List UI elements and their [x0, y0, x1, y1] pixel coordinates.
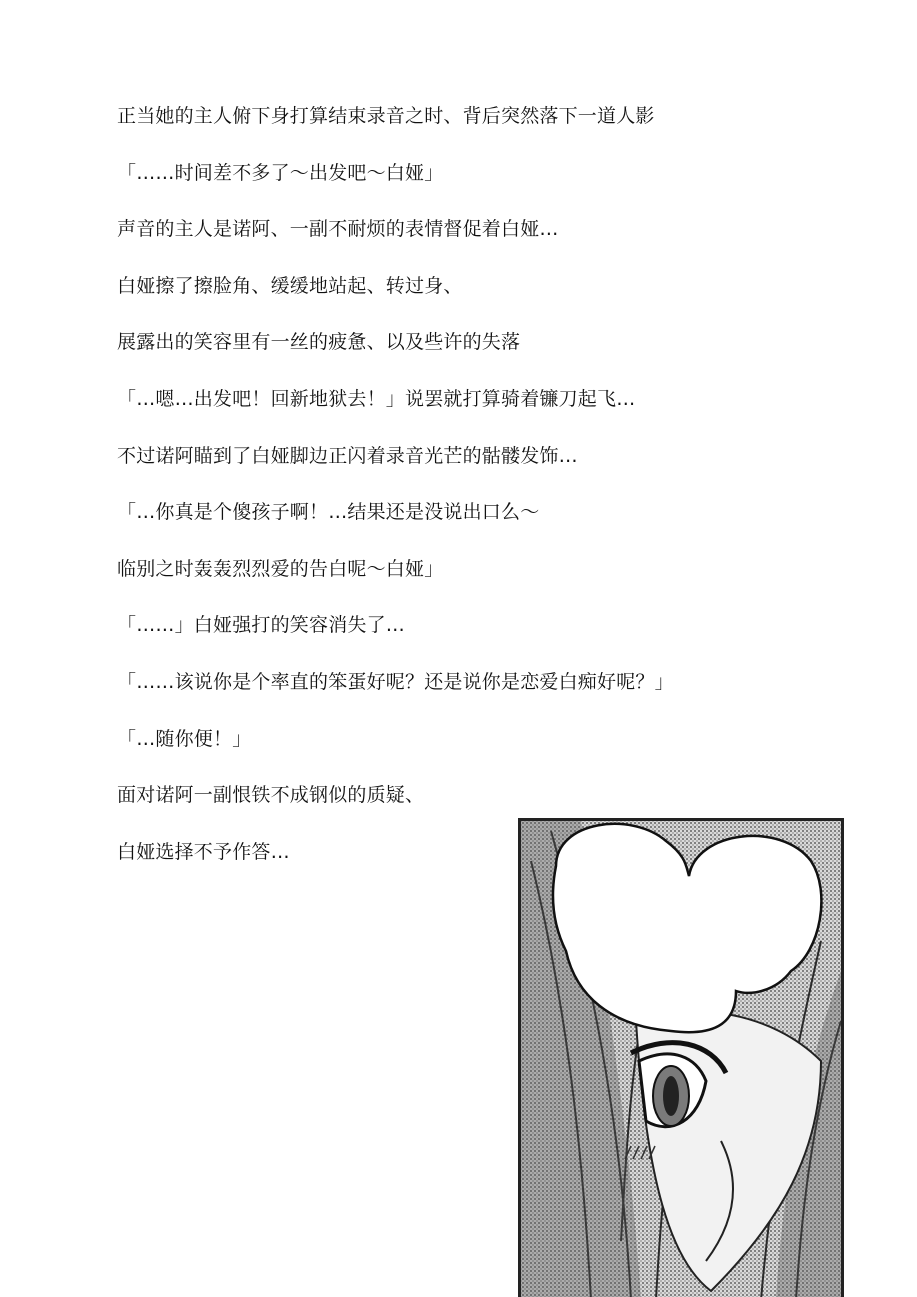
story-line: 「…嗯…出发吧！回新地狱去！」说罢就打算骑着镰刀起飞…: [117, 387, 636, 410]
manga-illustration: [521, 821, 841, 1297]
story-line: 白娅选择不予作答…: [117, 840, 290, 863]
manga-panel: [518, 818, 844, 1297]
story-line: 「…随你便！」: [117, 727, 252, 750]
story-line: 白娅擦了擦脸角、缓缓地站起、转过身、: [117, 274, 463, 297]
story-line: 声音的主人是诺阿、一副不耐烦的表情督促着白娅…: [117, 218, 559, 241]
story-line: 面对诺阿一副恨铁不成钢似的质疑、: [117, 784, 425, 807]
story-line: 「……」白娅强打的笑容消失了…: [117, 614, 406, 637]
story-line: 「……时间差不多了～出发吧～白娅」: [117, 161, 444, 184]
story-line: 临别之时轰轰烈烈爱的告白呢～白娅」: [117, 557, 444, 580]
speech-bubble: [553, 824, 821, 1032]
story-line: 「…你真是个傻孩子啊！…结果还是没说出口么～: [117, 501, 540, 524]
story-line: 展露出的笑容里有一丝的疲惫、以及些许的失落: [117, 331, 521, 354]
story-line: 正当她的主人俯下身打算结束录音之时、背后突然落下一道人影: [117, 105, 655, 127]
story-text: [117, 100, 737, 892]
story-line: 「……该说你是个率直的笨蛋好呢？还是说你是恋爱白痴好呢？」: [117, 670, 674, 693]
story-line: 不过诺阿瞄到了白娅脚边正闪着录音光芒的骷髅发饰…: [117, 444, 578, 467]
